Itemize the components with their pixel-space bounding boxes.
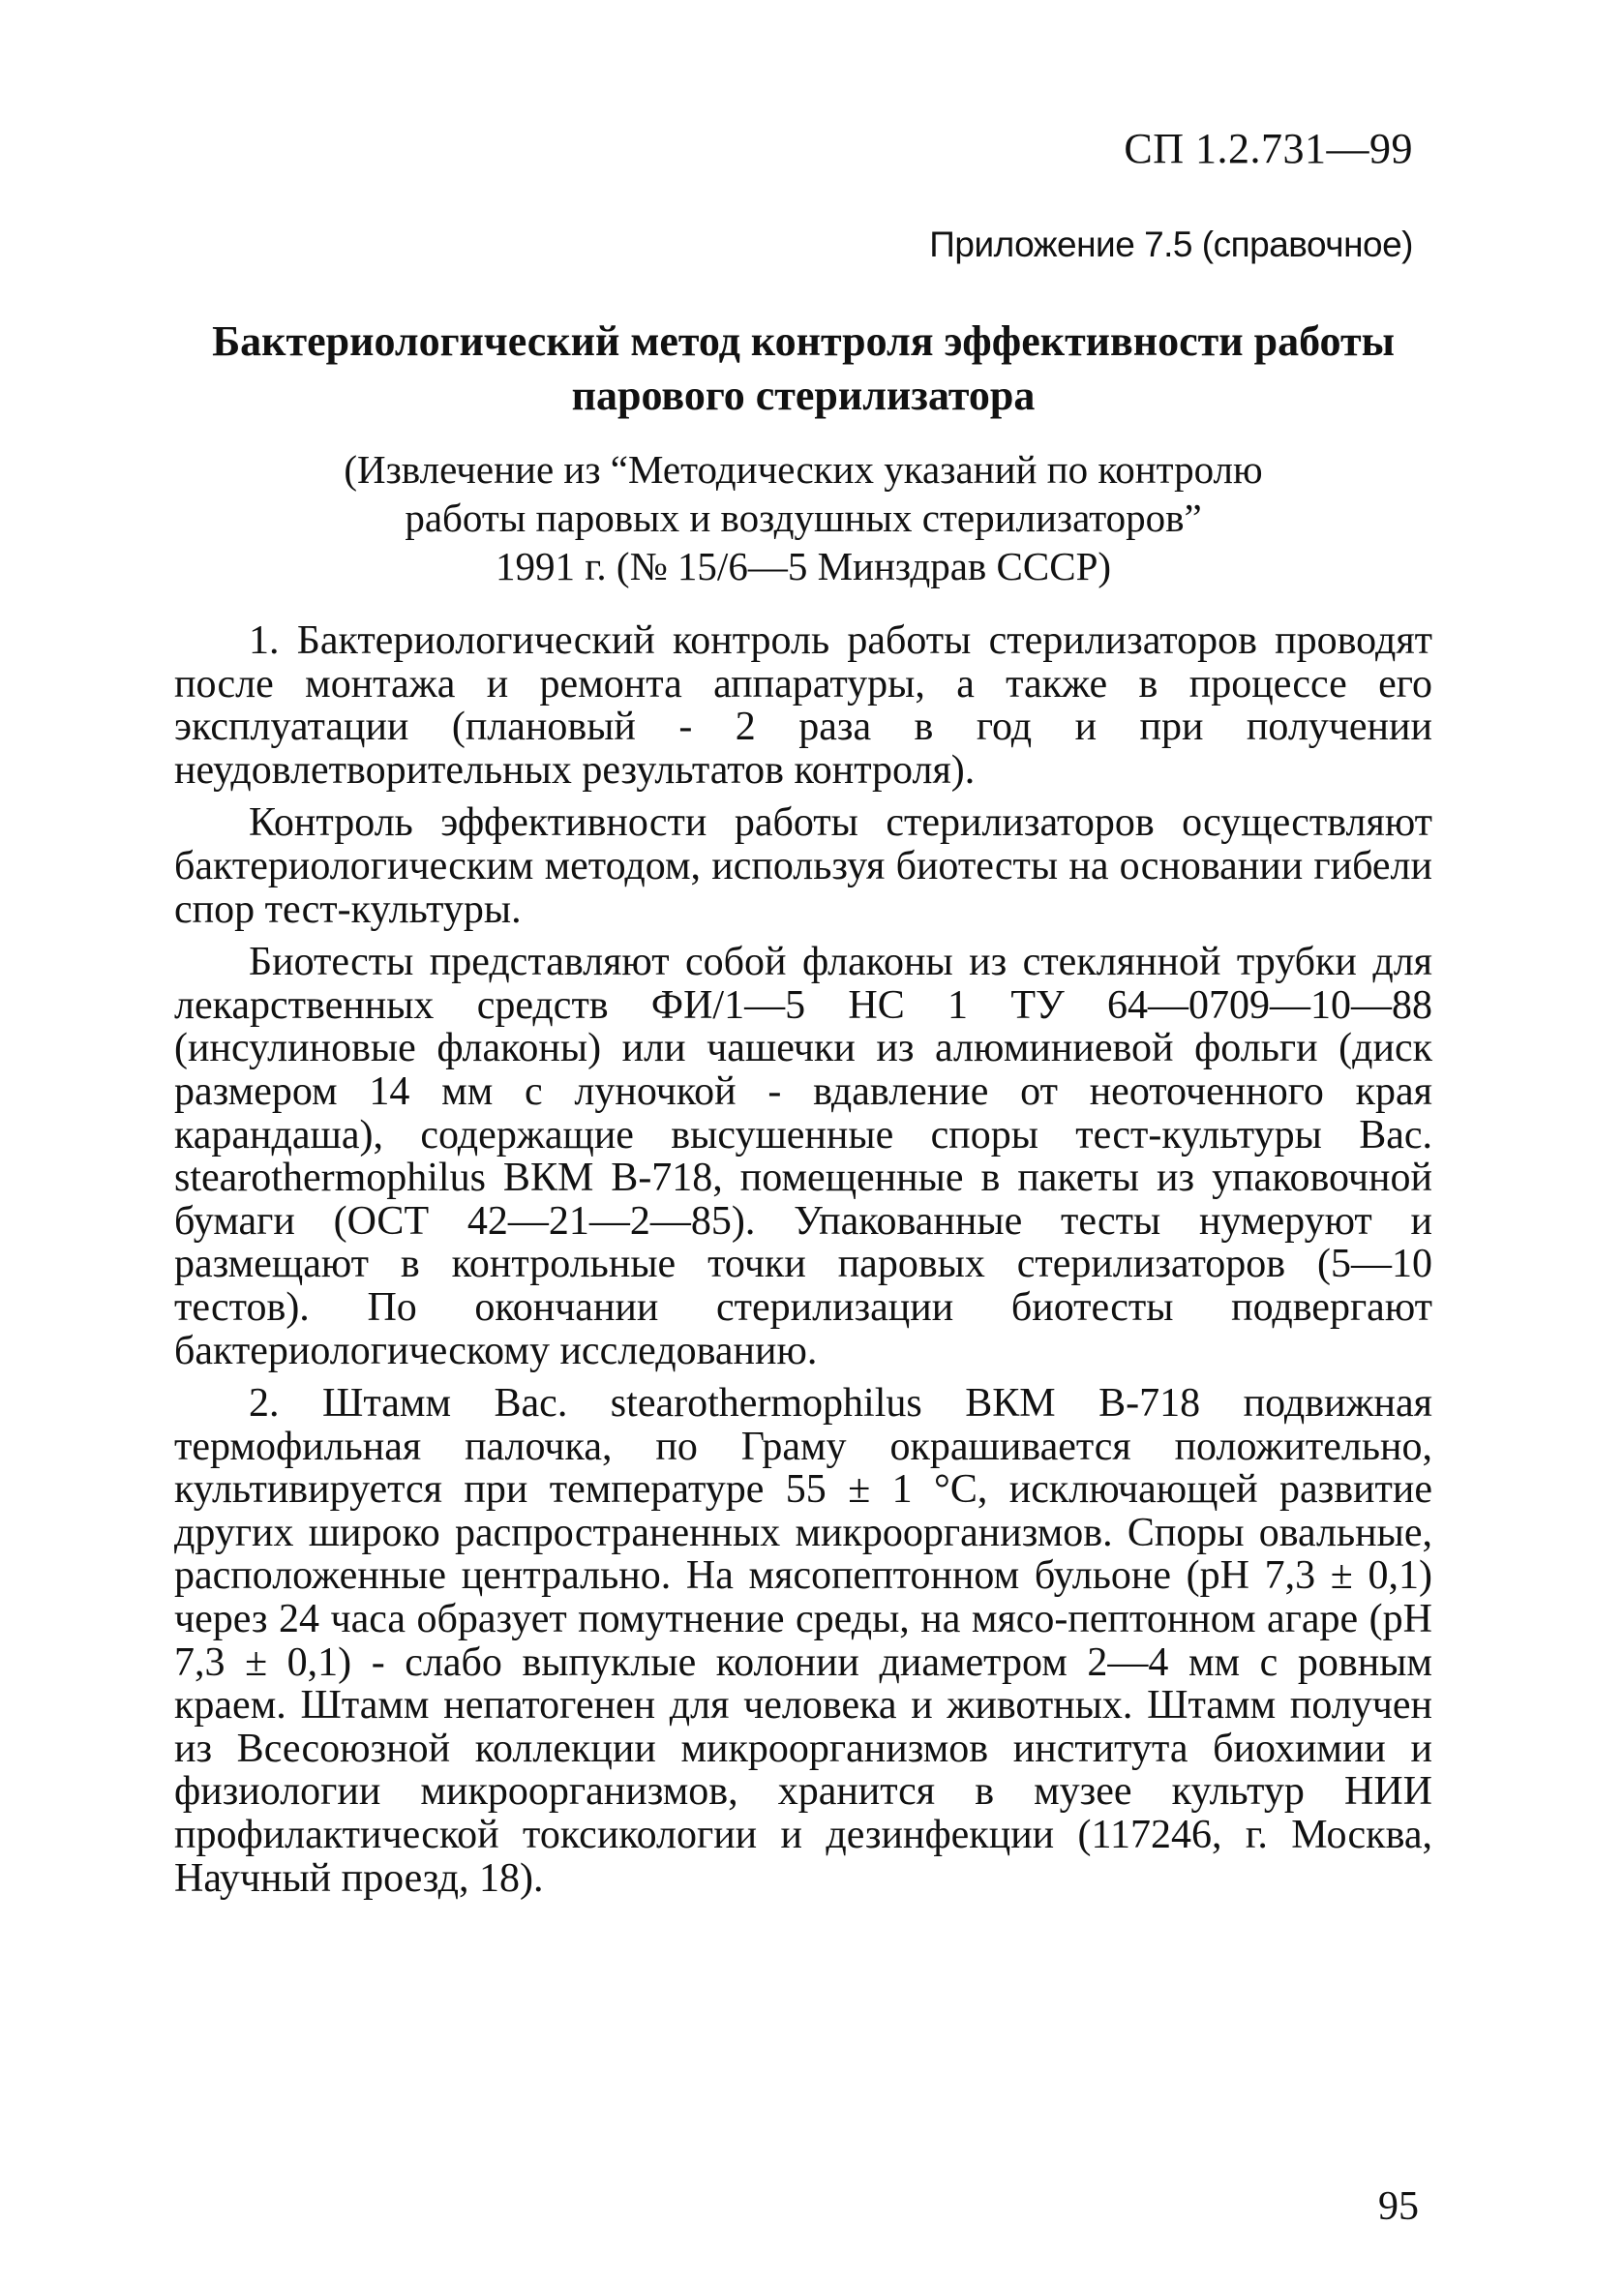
- source-note-line-1: (Извлечение из “Методических указаний по контролю: [344, 447, 1263, 492]
- source-note: [194, 445, 1413, 590]
- paragraph-4: 2. Штамм Bac. stearothermophilus ВКМ В-718 подвижная термофильная палочка, по Граму окрашивается положительно, культивируется при температуре 55 ± 1 °С, исключающей развитие других широко распространенных микроорганизмов. Споры овальные, расположенные центрально. На мясопептонном бульоне (pH 7,3 ± 0,1) через 24 часа образует помутнение среды, на мясо-пептонном агаре (pH 7,3 ± 0,1) - слабо выпуклые колонии диаметром 2—4 мм с ровным краем. Штамм непатогенен для человека и животных. Штамм получен из Всесоюзной коллекции микроорганизмов института биохимии и физиологии микроорганизмов, хранится в музее культур НИИ профилактической токсикологии и дезинфекции (117246, г. Москва, Научный проезд, 18).: [174, 1381, 1432, 1901]
- source-note-line-3: 1991 г. (№ 15/6—5 Минздрав СССР): [495, 544, 1112, 588]
- source-note-line-2: работы паровых и воздушных стерилизаторов”: [405, 496, 1202, 540]
- title-line-2: парового стерилизатора: [571, 372, 1036, 419]
- paragraph-2: Контроль эффективности работы стерилизаторов осуществляют бактериологическим методом, используя биотесты на основании гибели спор тест-культуры.: [174, 800, 1432, 932]
- appendix-label: Приложение 7.5 (справочное): [929, 225, 1413, 264]
- body-text: [174, 619, 1432, 1909]
- title-line-1: Бактериологический метод контроля эффективности работы: [212, 317, 1395, 365]
- paragraph-3: Биотесты представляют собой флаконы из стеклянной трубки для лекарственных средств ФИ/1—5 НС 1 ТУ 64—0709—10—88 (инсулиновые флаконы) или чашечки из алюминиевой фольги (диск размером 14 мм с луночкой - вдавление от неоточенного края карандаша), содержащие высушенные споры тест-культуры Bac. stearothermophilus ВКМ В-718, помещенные в пакеты из упаковочной бумаги (ОСТ 42—21—2—85). Упакованные тесты нумеруют и размещают в контрольные точки паровых стерилизаторов (5—10 тестов). По окончании стерилизации биотесты подвергают бактериологическому исследованию.: [174, 940, 1432, 1373]
- document-code: СП 1.2.731—99: [1124, 125, 1413, 172]
- section-title: [174, 315, 1432, 423]
- page-number: 95: [1378, 2184, 1419, 2229]
- paragraph-1: 1. Бактериологический контроль работы стерилизаторов проводят после монтажа и ремонта аппаратуры, а также в процессе его эксплуатации (плановый - 2 раза в год и при получении неудовлетворительных результатов контроля).: [174, 618, 1432, 793]
